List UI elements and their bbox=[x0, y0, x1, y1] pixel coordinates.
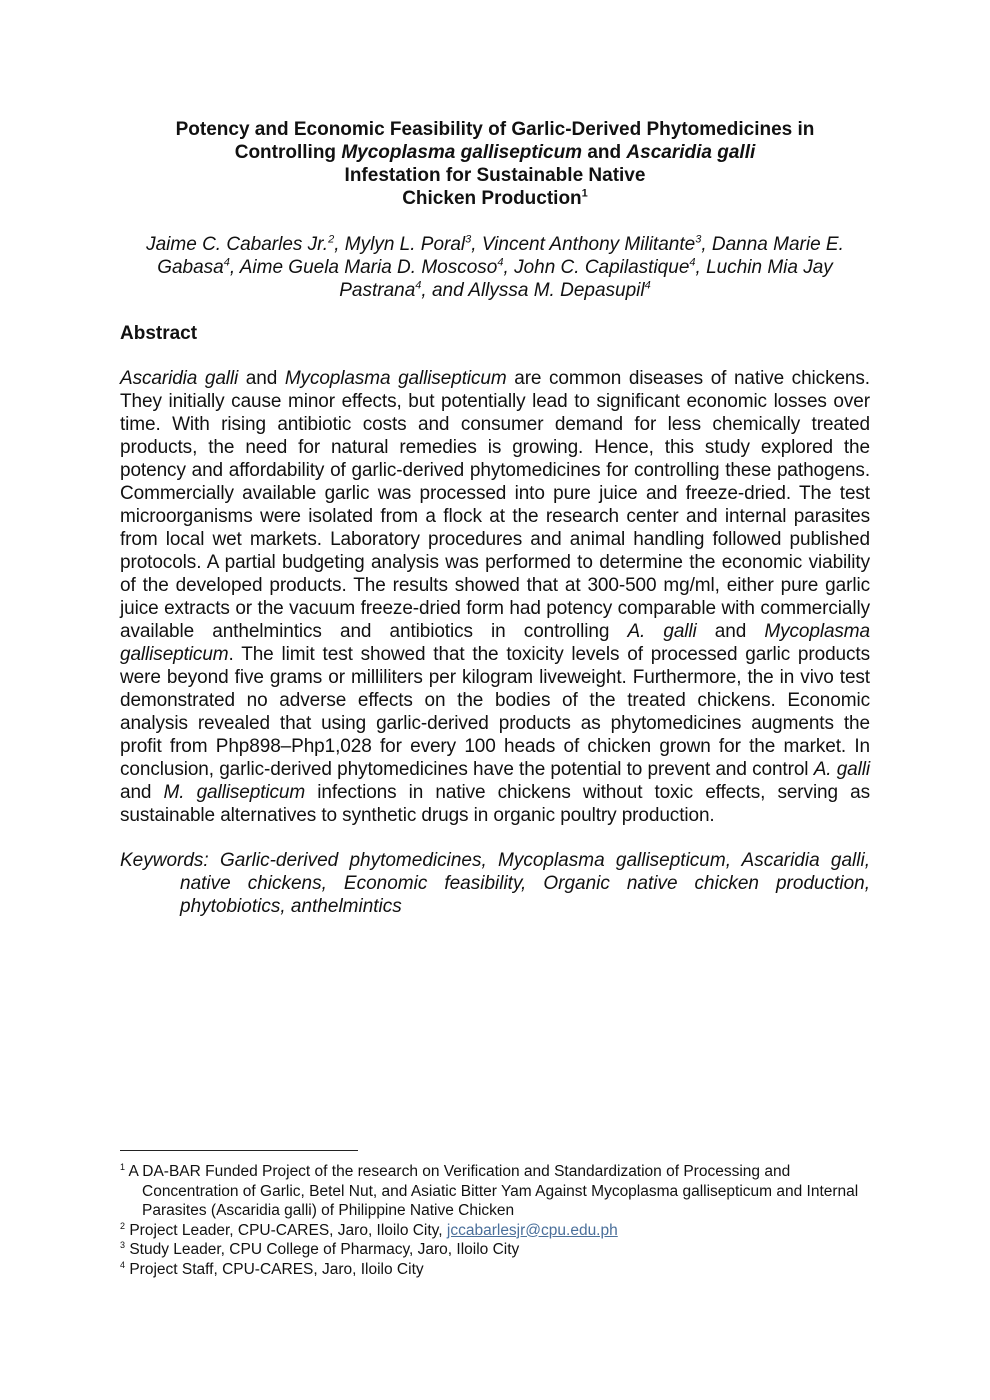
footnotes bbox=[120, 1162, 870, 1279]
abstract-text bbox=[120, 367, 870, 827]
abstract-segment: infections in native chickens without toxic effects, serving as sustainable alternatives to synthetic drugs in organic poultry production. bbox=[120, 782, 870, 826]
author-affiliation: 3 bbox=[465, 233, 472, 246]
title-line-2 bbox=[120, 141, 870, 164]
title-text: Controlling bbox=[234, 142, 342, 163]
footnote-1 bbox=[120, 1162, 870, 1221]
title-line-1: Potency and Economic Feasibility of Garlic-Derived Phytomedicines in bbox=[175, 119, 815, 140]
footnote-mark: 1 bbox=[120, 1161, 126, 1172]
footnote-mark: 4 bbox=[120, 1259, 126, 1270]
author-affiliation: 4 bbox=[689, 256, 696, 269]
footnote-2 bbox=[120, 1221, 870, 1241]
author-separator: , bbox=[503, 257, 515, 278]
footnote-3 bbox=[120, 1240, 870, 1260]
title-footnote-mark: 1 bbox=[581, 187, 588, 200]
author-name: Vincent Anthony Militante bbox=[481, 234, 696, 255]
abstract-segment: and bbox=[696, 621, 765, 642]
author-separator: , bbox=[701, 234, 712, 255]
footnote-4 bbox=[120, 1260, 870, 1280]
paper-title bbox=[120, 118, 870, 210]
email-link[interactable]: jccabarlesjr@cpu.edu.ph bbox=[446, 1221, 618, 1239]
title-line-3: Infestation for Sustainable Native bbox=[344, 165, 646, 186]
author-name: Danna Marie E. Gabasa bbox=[157, 234, 844, 278]
abstract-species: Mycoplasma gallisepticum bbox=[120, 621, 871, 665]
author-line-1 bbox=[120, 233, 870, 302]
author-affiliation: 4 bbox=[497, 256, 504, 269]
author-separator: , bbox=[471, 234, 482, 255]
author-affiliation: 4 bbox=[223, 256, 230, 269]
abstract-species: Mycoplasma gallisepticum bbox=[284, 368, 507, 389]
footnote-text: Study Leader, CPU College of Pharmacy, Jaro, Iloilo City bbox=[125, 1241, 520, 1258]
footnote-text: A DA-BAR Funded Project of the research on Verification and Standardization of Processing and Concentration of Garlic, Betel Nut, and Asiatic Bitter Yam Against Mycoplasma gallisepticum and Internal Parasites (Ascaridia galli) of Philippine Native Chicken bbox=[125, 1163, 859, 1219]
author-affiliation: 4 bbox=[644, 279, 651, 292]
footnote-text: Project Staff, CPU-CARES, Jaro, Iloilo City bbox=[125, 1260, 424, 1278]
author-list bbox=[120, 233, 870, 302]
author-separator: , bbox=[695, 257, 707, 278]
author-separator: , bbox=[334, 234, 345, 255]
author-separator: , bbox=[229, 257, 240, 278]
author-name: Luchin Mia Jay Pastrana bbox=[339, 257, 833, 301]
abstract-species: M. gallisepticum bbox=[163, 782, 306, 803]
keywords-list: Garlic-derived phytomedicines, Mycoplasma gallisepticum, Ascaridia galli, native chickens, Economic feasibility, Organic native chicken production, phytobiotics, anthelmintics bbox=[180, 850, 870, 917]
author-name: John C. Capilastique bbox=[514, 257, 690, 278]
author-separator: , and bbox=[421, 280, 469, 301]
abstract-species: A. galli bbox=[813, 759, 870, 780]
title-species-1: Mycoplasma gallisepticum bbox=[341, 142, 583, 163]
abstract-segment: . The limit test showed that the toxicity levels of processed garlic products were beyond five grams or milliliters per kilogram liveweight. Furthermore, the in vivo test demonstrated no adverse effects on the bodies of the treated chickens. Economic analysis revealed that using garlic-derived products as phytomedicines augments the profit from Php898–Php1,028 for every 100 heads of chicken grown for the market. In conclusion, garlic-derived phytomedicines have the potential to prevent and control bbox=[120, 644, 870, 780]
author-name: Aime Guela Maria D. Moscoso bbox=[239, 257, 498, 278]
footnote-text: Project Leader, CPU-CARES, Jaro, Iloilo City, bbox=[125, 1221, 447, 1239]
title-line-4 bbox=[120, 187, 870, 210]
footnote-mark: 2 bbox=[120, 1220, 126, 1231]
title-text: and bbox=[582, 142, 627, 163]
abstract-heading: Abstract bbox=[120, 323, 198, 344]
keywords-label: Keywords: bbox=[120, 850, 209, 871]
abstract-species: A. galli bbox=[627, 621, 697, 642]
author-affiliation: 3 bbox=[695, 233, 702, 246]
abstract-species: Ascaridia galli bbox=[120, 368, 239, 389]
title-text: Chicken Production bbox=[402, 188, 582, 209]
author-affiliation: 4 bbox=[415, 279, 422, 292]
footnote-mark: 3 bbox=[120, 1239, 126, 1250]
paper-page bbox=[120, 118, 870, 937]
abstract-segment: are common diseases of native chickens. They initially cause minor effects, but potentially lead to significant economic losses over time. With rising antibiotic costs and consumer demand for less chemically treated products, the need for natural remedies is growing. Hence, this study explored the potency and affordability of garlic-derived phytomedicines for controlling these pathogens. Commercially available garlic was processed into pure juice and freeze-dried. The test microorganisms were isolated from a flock at the research center and internal parasites from local wet markets. Laboratory procedures and animal handling followed published protocols. A partial budgeting analysis was performed to determine the economic viability of the developed products. The results showed that at 300-500 mg/ml, either pure garlic juice extracts or the vacuum freeze-dried form had potency comparable with commercially available anthelmintics and antibiotics in controlling bbox=[120, 368, 870, 642]
author-name: Jaime C. Cabarles Jr. bbox=[146, 234, 329, 255]
author-affiliation: 2 bbox=[328, 233, 335, 246]
abstract-segment: and bbox=[120, 782, 164, 803]
footnote-divider bbox=[120, 1150, 358, 1151]
abstract-segment: and bbox=[238, 368, 285, 389]
keywords bbox=[120, 849, 870, 918]
author-name: Allyssa M. Depasupil bbox=[468, 280, 645, 301]
author-name: Mylyn L. Poral bbox=[344, 234, 466, 255]
title-species-2: Ascaridia galli bbox=[626, 142, 756, 163]
